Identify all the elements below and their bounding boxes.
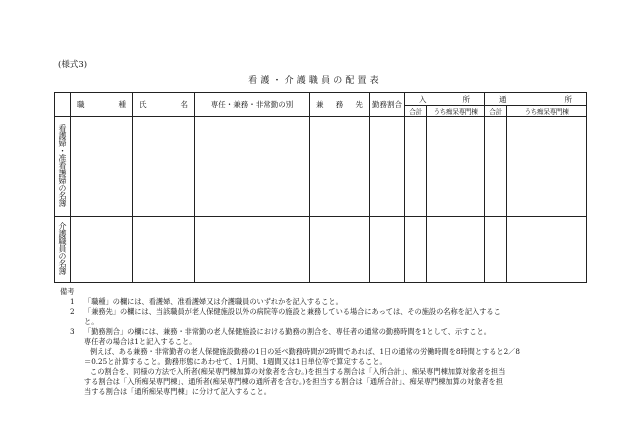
corner-cell xyxy=(55,93,71,117)
form-number: (様式3) xyxy=(58,60,88,70)
header-kinmu-keitai: 専任・兼務・非常勤の別 xyxy=(195,93,310,117)
remark-example-line-1: 例えば、ある兼務・非常勤者の老人保健施設勤務の1日の延べ勤務時間が2時間であれば、1日の通常の労働時間を8時間とすると2／8 xyxy=(90,347,520,356)
care-shimei-cell[interactable] xyxy=(133,217,195,283)
header-nyusho-gokei: 合計 xyxy=(405,106,427,117)
nurse-kinmu-keitai-cell[interactable] xyxy=(195,117,310,217)
remark-ratio-line-2: する割合は「入所痴呆専門棟」、通所者(痴呆専門棟の通所者を含む。)を担当する割合は「通所合計」、痴呆専門棟加算の対象者を担 xyxy=(84,377,503,386)
remark-item-1 xyxy=(60,297,580,307)
header-kinmu-wariai: 勤務割合 xyxy=(370,93,405,117)
remark-number: 2 xyxy=(70,307,75,316)
nurse-nyusho-chihou-cell[interactable] xyxy=(427,117,485,217)
header-tsusho-chihou: うち痴呆専門棟 xyxy=(507,106,587,117)
remark-number: 3 xyxy=(70,327,75,336)
header-nyusho: 入所 xyxy=(405,93,485,106)
remark-example-line-2: ＝0.25と計算すること。勤務形態にあわせて、1月間、1週間又は1日単位等で算定すること。 xyxy=(84,357,387,366)
header-shimei: 氏名 xyxy=(133,93,195,117)
nurse-nyusho-gokei-cell[interactable] xyxy=(405,117,427,217)
document-title: 看護・介護職員の配置表 xyxy=(248,76,382,86)
remark-continuation: と。 xyxy=(84,317,99,326)
remarks-section xyxy=(60,287,580,397)
nurse-tsusho-gokei-cell[interactable] xyxy=(485,117,507,217)
care-kinmu-keitai-cell[interactable] xyxy=(195,217,310,283)
remark-text: 「職種」の欄には、看護婦、准看護婦又は介護職員のいずれかを記入すること。 xyxy=(84,297,343,306)
nurse-kenmu-saki-cell[interactable] xyxy=(310,117,370,217)
staff-allocation-table xyxy=(54,92,587,283)
row-label-nurse: 看護婦・准看護婦の名簿 xyxy=(55,117,71,217)
care-tsusho-gokei-cell[interactable] xyxy=(485,217,507,283)
remark-continuation: 専任者の場合は1と記入すること。 xyxy=(84,337,197,346)
remark-text: 「兼務先」の欄には、当該職員が老人保健施設以外の病院等の施設と兼務している場合にあっては、その施設の名称を記入するこ xyxy=(84,307,501,316)
header-tsusho: 通所 xyxy=(485,93,587,106)
remark-item-2 xyxy=(60,307,580,317)
nurse-shokushu-cell[interactable] xyxy=(71,117,133,217)
care-nyusho-chihou-cell[interactable] xyxy=(427,217,485,283)
remarks-heading: 備考 xyxy=(60,287,75,296)
nurse-kinmu-wariai-cell[interactable] xyxy=(370,117,405,217)
header-shokushu: 職種 xyxy=(71,93,133,117)
remark-text: 「勤務割合」の欄には、兼務・非常勤の老人保健施設における勤務の割合を、専任者の通常の勤務時間を1として、示すこと。 xyxy=(84,327,491,336)
header-tsusho-gokei: 合計 xyxy=(485,106,507,117)
care-kinmu-wariai-cell[interactable] xyxy=(370,217,405,283)
remark-ratio-line-3: 当する割合は「通所痴呆専門棟」に分けて記入すること。 xyxy=(84,387,271,396)
care-shokushu-cell[interactable] xyxy=(71,217,133,283)
care-kenmu-saki-cell[interactable] xyxy=(310,217,370,283)
row-label-care: 介護職員の名簿 xyxy=(55,217,71,283)
nurse-tsusho-chihou-cell[interactable] xyxy=(507,117,587,217)
remark-item-3 xyxy=(60,327,580,337)
remark-ratio-line-1: この割合を、同様の方法で入所者(痴呆専門棟加算の対象者を含む。)を担当する割合は「入所合計」、痴呆専門棟加算対象者を担当 xyxy=(90,367,506,376)
header-nyusho-chihou: うち痴呆専門棟 xyxy=(427,106,485,117)
nurse-shimei-cell[interactable] xyxy=(133,117,195,217)
remark-number: 1 xyxy=(70,297,75,306)
header-kenmu-saki: 兼務先 xyxy=(310,93,370,117)
care-nyusho-gokei-cell[interactable] xyxy=(405,217,427,283)
care-tsusho-chihou-cell[interactable] xyxy=(507,217,587,283)
